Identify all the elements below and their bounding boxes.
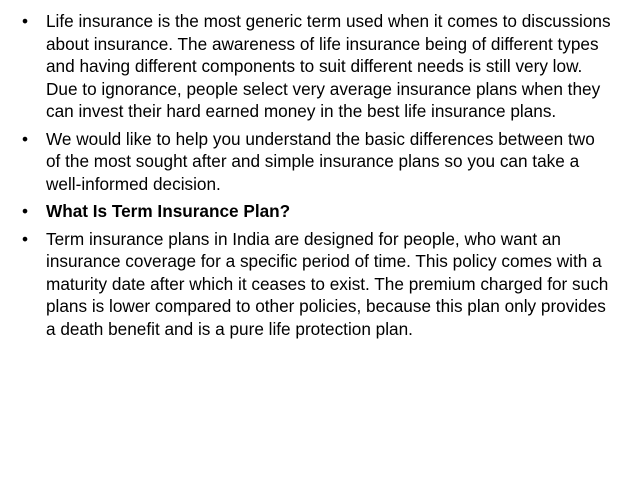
- bullet-item-term-heading: [22, 200, 612, 223]
- bullet-list: [22, 10, 612, 345]
- bullet-marker-icon: •: [22, 228, 29, 249]
- bullet-marker-icon: •: [22, 201, 29, 221]
- bullet-marker-icon: •: [22, 11, 29, 31]
- bullet-text: Term insurance plans in India are designed for people, who want an insurance coverage for a specific period of time. This policy comes with a maturity date after which it ceases to exist. The premium charged for such plans is lower compared to other policies, because this plan only provides a death benefit and is a pure life protection plan.: [46, 228, 609, 339]
- bullet-text: We would like to help you understand the basic differences between two of the most sought after and simple insurance plans so you can take a well-informed decision.: [46, 128, 595, 194]
- section-heading: What Is Term Insurance Plan?: [46, 201, 291, 221]
- bullet-item-help-understand: [22, 128, 612, 196]
- bullet-item-term-description: [22, 228, 612, 341]
- bullet-item-life-insurance: [22, 10, 612, 123]
- bullet-marker-icon: •: [22, 128, 29, 149]
- bullet-text: Life insurance is the most generic term used when it comes to discussions about insurance. The awareness of life insurance being of different types and having different components to suit different needs is still very low. Due to ignorance, people select very average insurance plans when they can invest their hard earned money in the best life insurance plans.: [46, 11, 611, 121]
